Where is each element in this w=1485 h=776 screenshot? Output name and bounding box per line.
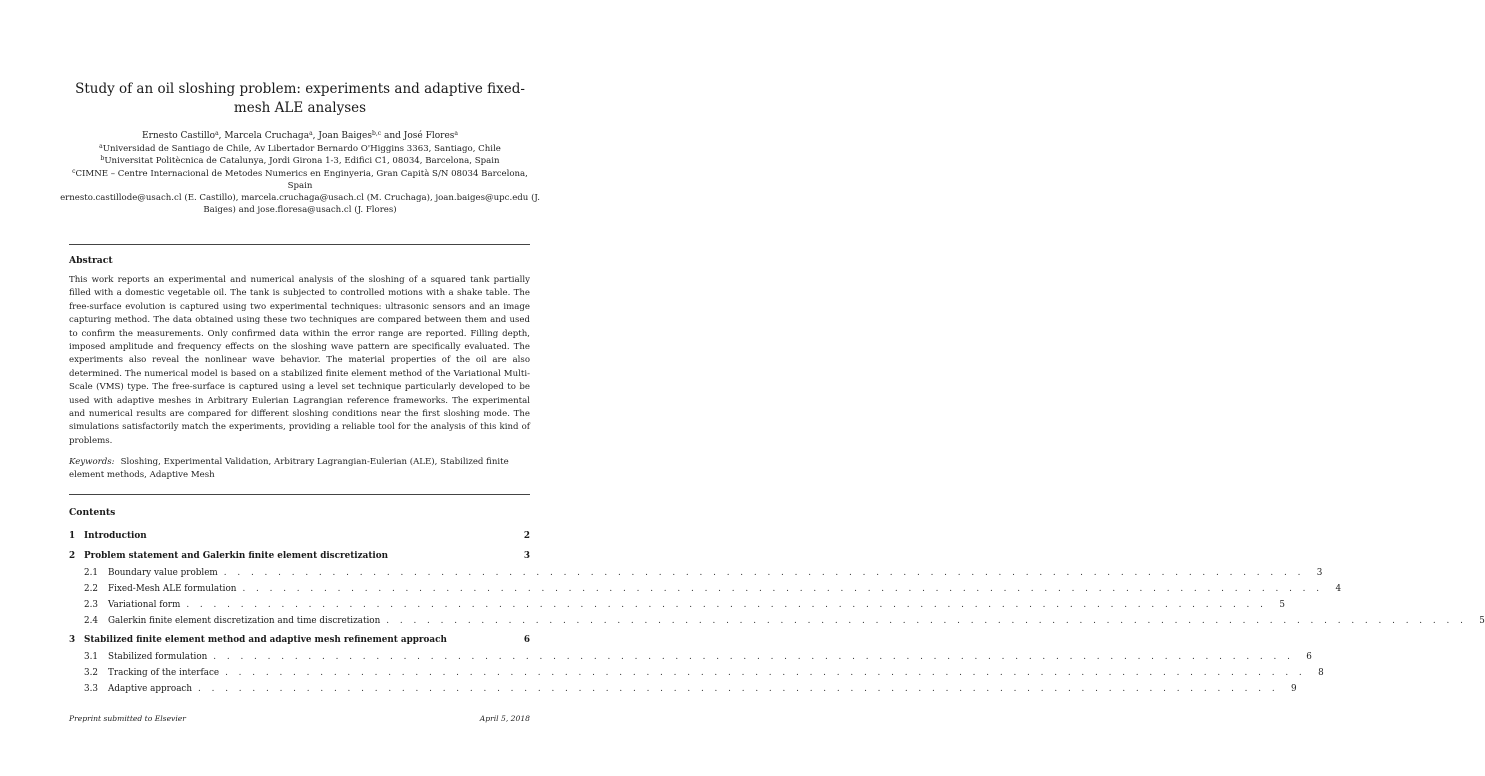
email-line: Baiges) and jose.floresa@usach.cl (J. Flores): [203, 205, 397, 216]
keywords: [69, 456, 530, 483]
toc-entry-page: 6: [523, 635, 530, 645]
toc-entry-page: 9: [1291, 684, 1297, 694]
author-affil-mark: a: [215, 130, 219, 137]
toc-entry-number: 2: [69, 551, 76, 561]
footer-date: April 5, 2018: [479, 714, 530, 723]
affiliation: [60, 155, 540, 167]
toc-entry-number: 3.2: [84, 668, 98, 678]
toc-leader-dots: . . . . . . . . . . . . . . . . . . . . . . . . . . . . . . . . . . . . . . . . . . . . . . . . . . . . . . . . . . . . . . . . . . . . . . . . . . . . . . . .: [242, 584, 1324, 594]
author-separator: and: [381, 131, 404, 141]
author-name: Marcela Cruchaga: [224, 131, 310, 141]
abstract-bottom-rule: [69, 494, 530, 495]
toc-section-entry[interactable]: [69, 528, 530, 545]
toc-entry-page: 5: [1479, 616, 1485, 626]
author-separator: ,: [312, 131, 319, 141]
footer-preprint-note: Preprint submitted to Elsevier: [69, 714, 186, 723]
toc-entry-page: 6: [1306, 652, 1312, 662]
toc-entry-title: Variational form: [108, 600, 181, 610]
affiliation-mark: b: [100, 155, 105, 163]
toc-entry-number: 3.3: [84, 684, 98, 694]
toc-entry-number: 3.1: [84, 652, 98, 662]
affiliation-text: Universitat Politècnica de Catalunya, Jordi Girona 1-3, Edifici C1, 08034, Barcelona, Spain: [104, 156, 500, 167]
email-line: ernesto.castillode@usach.cl (E. Castillo), marcela.cruchaga@usach.cl (M. Cruchaga), joan.baiges@upc.edu (J.: [60, 193, 540, 204]
toc-entry-number: 1: [69, 531, 76, 541]
author-separator: ,: [218, 131, 225, 141]
toc-leader-dots: . . . . . . . . . . . . . . . . . . . . . . . . . . . . . . . . . . . . . . . . . . . . . . . . . . . . . . . . . . . . . . . . . . . . . . . . . . . . . . . .: [198, 684, 1279, 694]
toc-entry-title: Introduction: [84, 531, 147, 541]
toc-entry-number: 2.1: [84, 568, 98, 578]
toc-entry-page: 4: [1335, 584, 1342, 594]
toc-entry-number: 2.2: [84, 584, 98, 594]
toc-entry-page: 8: [1318, 668, 1324, 678]
toc-entry-title: Problem statement and Galerkin finite element discretization: [84, 551, 388, 561]
toc-subsection-entry[interactable]: [69, 581, 1342, 597]
toc-subsection-entry[interactable]: [69, 565, 1323, 581]
toc-subsection-entry[interactable]: [69, 665, 1324, 681]
affiliation: [60, 168, 540, 192]
toc-leader-dots: . . . . . . . . . . . . . . . . . . . . . . . . . . . . . . . . . . . . . . . . . . . . . . . . . . . . . . . . . . . . . . . . . . . . . . . . . . . . . . . .: [386, 616, 1467, 626]
affiliation-text: CIMNE – Centre Internacional de Metodes Numerics en Enginyeria, Gran Capità S/N 08034 Barcelona, Spain: [75, 168, 528, 191]
toc-section-entry[interactable]: [69, 632, 530, 649]
toc-entry-number: 2.4: [84, 616, 98, 626]
toc-subsection-entry[interactable]: [69, 613, 1485, 629]
toc-entry-title: Fixed-Mesh ALE formulation: [108, 584, 237, 594]
toc-leader-dots: . . . . . . . . . . . . . . . . . . . . . . . . . . . . . . . . . . . . . . . . . . . . . . . . . . . . . . . . . . . . . . . . . . . . . . . . . . . . . . . .: [186, 600, 1267, 610]
toc-entry-page: 3: [1316, 568, 1323, 578]
toc-entry-title: Stabilized finite element method and adaptive mesh refinement approach: [84, 635, 447, 645]
author-block: [60, 130, 540, 216]
toc-subsection-entry[interactable]: [69, 649, 1312, 665]
author-name: Ernesto Castillo: [142, 131, 216, 141]
table-of-contents: [69, 528, 1485, 697]
paper-title: Study of an oil sloshing problem: experiments and adaptive fixed-mesh ALE analyses: [75, 81, 525, 116]
toc-leader-dots: . . . . . . . . . . . . . . . . . . . . . . . . . . . . . . . . . . . . . . . . . . . . . . . . . . . . . . . . . . . . . . . . . . . . . . . . . . . . . . . .: [213, 652, 1294, 662]
author-affil-mark: a: [454, 130, 458, 137]
toc-entry-number: 2.3: [84, 600, 98, 610]
affiliation-mark: a: [99, 143, 103, 151]
toc-entry-title: Stabilized formulation: [108, 652, 208, 662]
toc-entry-title: Adaptive approach: [108, 684, 193, 694]
toc-entry-page: 2: [523, 531, 530, 541]
keywords-text: Sloshing, Experimental Validation, Arbitrary Lagrangian-Eulerian (ALE), Stabilized finite element methods, Adaptive Mesh: [69, 457, 509, 481]
abstract-top-rule: [69, 244, 530, 245]
contents-heading: Contents: [69, 507, 116, 518]
keywords-label: Keywords:: [69, 457, 115, 467]
toc-entry-title: Tracking of the interface: [108, 668, 220, 678]
toc-subsection-entry[interactable]: [69, 597, 1285, 613]
author-list: [60, 130, 540, 142]
author-affil-mark: a: [309, 130, 313, 137]
author-name: José Flores: [403, 131, 455, 141]
toc-entry-page: 5: [1279, 600, 1285, 610]
toc-entry-title: Galerkin finite element discretization and time discretization: [108, 616, 381, 626]
toc-subsection-entry[interactable]: [69, 681, 1297, 697]
author-affil-mark: b,c: [372, 130, 382, 137]
author-name: Joan Baiges: [318, 131, 372, 141]
affiliation-mark: c: [72, 167, 76, 175]
affiliation-text: Universidad de Santiago de Chile, Av Libertador Bernardo O'Higgins 3363, Santiago, Chile: [102, 144, 501, 155]
toc-leader-dots: . . . . . . . . . . . . . . . . . . . . . . . . . . . . . . . . . . . . . . . . . . . . . . . . . . . . . . . . . . . . . . . . . . . . . . . . . . . . . . . .: [223, 568, 1305, 578]
toc-entry-page: 3: [523, 551, 530, 561]
toc-section-entry[interactable]: [69, 548, 530, 565]
toc-entry-number: 3: [69, 635, 76, 645]
toc-leader-dots: . . . . . . . . . . . . . . . . . . . . . . . . . . . . . . . . . . . . . . . . . . . . . . . . . . . . . . . . . . . . . . . . . . . . . . . . . . . . . . . .: [225, 668, 1306, 678]
abstract-text: This work reports an experimental and numerical analysis of the sloshing of a squared tank partially filled with a domestic vegetable oil. The tank is subjected to controlled motions with a shake table. The free-surface evolution is captured using two experimental techniques: ultrasonic sensors and an image capturing method. The data obtained using these two techniques are compared between them and used to confirm the measurements. Only confirmed data within the error range are reported. Filling depth, imposed amplitude and frequency effects on the sloshing wave pattern are specifically evaluated. The experiments also reveal the nonlinear wave behavior. The material properties of the oil are also determined. The numerical model is based on a stabilized finite element method of the Variational Multi-Scale (VMS) type. The free-surface is captured using a level set technique particularly developed to be used with adaptive meshes in Arbitrary Eulerian Lagrangian reference frameworks. The experimental and numerical results are compared for different sloshing conditions near the first sloshing mode. The simulations satisfactorily match the experiments, providing a reliable tool for the analysis of this kind of problems.: [69, 275, 530, 446]
toc-entry-title: Boundary value problem: [108, 568, 218, 578]
affiliation: [60, 143, 540, 155]
abstract-heading: Abstract: [69, 255, 113, 266]
